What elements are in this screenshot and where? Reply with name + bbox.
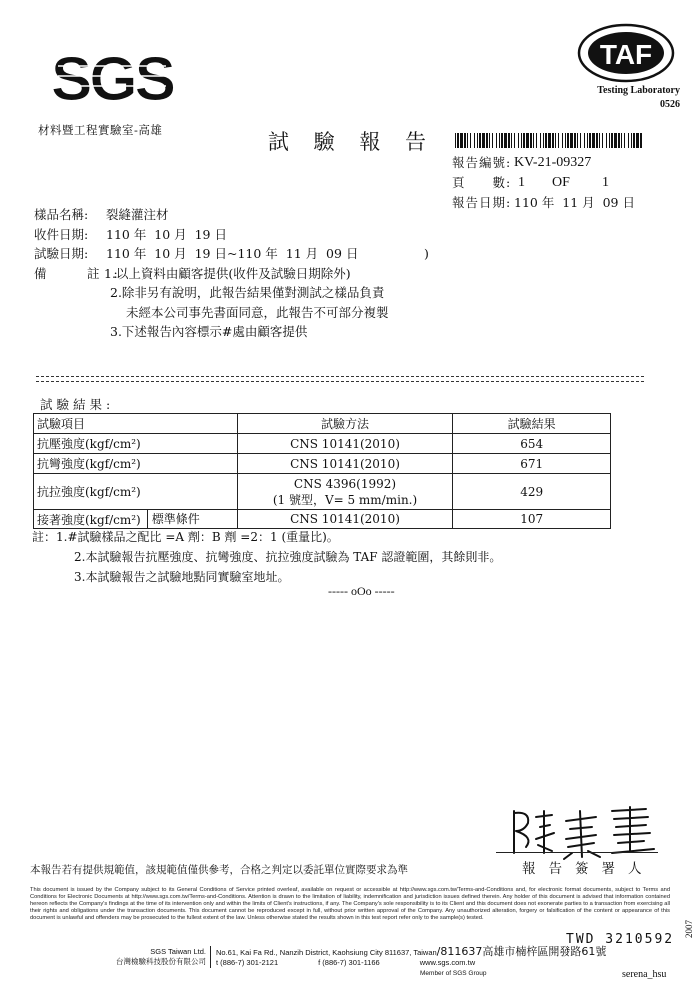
sample-name-label: 樣品名稱: [34, 207, 89, 222]
barcode-bar [455, 133, 456, 148]
phone-number: t (886-7) 301-2121 [216, 958, 279, 967]
sgs-logo [51, 38, 173, 114]
report-number-label: 報告編號: [452, 155, 512, 170]
signature-line [496, 852, 658, 853]
barcode-bar [611, 133, 613, 148]
sample-name: 裂縫灌注材 [106, 207, 169, 222]
column-header-item: 試驗項目 [34, 414, 238, 434]
page-current: 1 [518, 175, 525, 190]
test-date: 110 年 10 月 19 日~110 年 11 月 09 日 [106, 246, 359, 261]
remark-1: 1.以上資料由顧客提供(收件及試驗日期除外) [104, 265, 351, 281]
table-header-row [34, 414, 611, 434]
received-date-label: 收件日期: [34, 226, 89, 242]
barcode-bar [514, 133, 515, 148]
test-result-flexural: 671 [453, 454, 611, 474]
barcode-bar [460, 133, 463, 148]
barcode-bar [501, 133, 503, 148]
legal-fine-print: This document is issued by the Company subject to its General Conditions of Service printed overleaf, available on request or accessible at http://www.sgs.com.tw/Terms-and-Conditions and, for electronic format documents, subject to Terms and Conditions for Electronic Documents at http://www.sgs.com.tw/Terms-and-Conditions. Attention is drawn to the limitation of liability, indemnification and jurisdiction issues defined therein. Any holder of this document is advised that information contained hereon reflects the Company's findings at the time of its intervention only and within the limits of Client's instructions, if any. The Company's sole responsibility is to its Client and this document does not exonerate parties to a transaction from exercising all their rights and obligations under the transaction documents. This document cannot be reproduced except in full, without prior written approval of the Company. Any unauthorized alteration, forgery or falsification of the content or appearance of this document is unlawful and offenders may be prosecuted to the fullest extent of the law. Unless otherwise stated the results shown in this test report refer only to the sample(s) tested. [30, 887, 670, 921]
test-date-label: 試驗日期: [34, 246, 89, 261]
test-condition-bond: 標準條件 [147, 510, 200, 528]
test-method-flexural: CNS 10141(2010) [237, 454, 453, 474]
remark-2-line-1: 2.除非另有說明，此報告結果僅對測試之樣品負責 [110, 285, 385, 300]
test-method-tensile-condition: (1 號型，V= 5 mm/min.) [272, 492, 418, 507]
barcode-bar [574, 133, 576, 148]
report-date: 110 年 11 月 09 日 [514, 195, 635, 210]
page-title: 試 驗 報 告 [268, 130, 436, 154]
test-item-compressive: 抗壓強度(kgf/cm²) [34, 434, 238, 454]
end-of-report-mark: ----- oOo ----- [328, 584, 395, 598]
sample-info [34, 205, 429, 342]
barcode-bar [580, 133, 581, 148]
barcode-bar [558, 133, 559, 148]
test-method-tensile-standard: CNS 4396(1992) [293, 476, 397, 491]
barcode-bar [508, 133, 510, 148]
test-method-compressive: CNS 10141(2010) [237, 434, 453, 454]
taf-testing-laboratory: Testing Laboratory [597, 85, 680, 96]
barcode-bar [636, 133, 639, 148]
barcode-bar [479, 133, 481, 148]
barcode-bar [526, 133, 529, 148]
note-2: 2.本試驗報告抗壓強度、抗彎強度、抗拉強度試驗為 TAF 認證範圍，其餘則非。 [74, 550, 502, 564]
barcode-bar [530, 133, 532, 148]
test-method-tensile [237, 474, 453, 510]
report-meta [452, 153, 635, 213]
test-date-suffix: ) [424, 246, 429, 261]
test-item-flexural: 抗彎強度(kgf/cm²) [34, 454, 238, 474]
barcode-bar [570, 133, 573, 148]
barcode-bar [548, 133, 551, 148]
barcode-bar [499, 133, 500, 148]
report-number: KV-21-09327 [514, 155, 592, 170]
form-year: 2007 [684, 920, 694, 938]
page-count-label: 頁 數: [452, 175, 512, 190]
test-item-bond: 接著強度(kgf/cm²) [37, 512, 141, 527]
barcode-bar [640, 133, 642, 148]
contact-line [216, 958, 606, 968]
page-total: 1 [602, 175, 609, 190]
handler-id: serena_hsu [622, 969, 667, 980]
barcode-bar [543, 133, 544, 148]
received-date: 110 年 10 月 19 日 [106, 226, 227, 242]
barcode-bar [606, 133, 607, 148]
barcode-bar [504, 133, 507, 148]
company-name-en: SGS Taiwan Ltd. [150, 947, 206, 956]
report-number-row [452, 153, 635, 173]
barcode-bar [533, 133, 534, 148]
barcode-bar [492, 133, 493, 148]
test-method-bond: CNS 10141(2010) [237, 510, 453, 529]
taf-logo-text: TAF [599, 39, 653, 70]
test-result-compressive: 654 [453, 434, 611, 454]
notes [32, 527, 501, 587]
taf-logo [576, 22, 676, 84]
barcode-bar [486, 133, 488, 148]
table-row [34, 474, 611, 510]
remarks-label: 備 註: [34, 265, 132, 281]
report-date-label: 報告日期: [452, 195, 512, 210]
test-item-bond-cell [34, 510, 238, 529]
barcode-bar [587, 133, 588, 148]
results-table [33, 413, 611, 529]
barcode-bar [457, 133, 459, 148]
barcode [455, 133, 641, 148]
fax-number: f (886-7) 301-1166 [318, 958, 380, 967]
address-cn: /811637高雄市楠梓區開發路61號 [436, 945, 607, 958]
remark-3: 3.下述報告內容標示#處由顧客提供 [110, 324, 308, 339]
barcode-bar [589, 133, 591, 148]
barcode-bar [464, 133, 466, 148]
page-of: OF [552, 175, 570, 190]
report-date-row [452, 193, 635, 213]
address-en: No.61, Kai Fa Rd., Nanzih District, Kaohsiung City 811637, Taiwan [216, 948, 437, 957]
taf-accreditation [560, 84, 680, 112]
sample-name-row [34, 205, 429, 225]
barcode-bar [555, 133, 556, 148]
barcode-bar [562, 133, 563, 148]
table-row [34, 434, 611, 454]
test-item-tensile: 抗拉強度(kgf/cm²) [34, 474, 238, 510]
remark-row-1 [34, 264, 429, 284]
note-1: 註：1.#試驗樣品之配比 =A 劑：B 劑 =2：1 (重量比)。 [32, 530, 339, 544]
barcode-bar [540, 133, 541, 148]
barcode-bar [477, 133, 478, 148]
document-serial: TWD 3210592 [566, 932, 675, 947]
barcode-bar [511, 133, 512, 148]
double-dashed-divider [36, 376, 644, 382]
barcode-bar [545, 133, 547, 148]
barcode-bar [596, 133, 598, 148]
barcode-bar [482, 133, 485, 148]
barcode-bar [592, 133, 595, 148]
disclaimer-chinese: 本報告若有提供規範值，該規範值僅供參考，合格之判定以委託單位實際要求為準 [30, 864, 408, 876]
barcode-bar [577, 133, 578, 148]
barcode-bar [567, 133, 569, 148]
address-line [216, 947, 606, 958]
barcode-bar [467, 133, 468, 148]
barcode-bar [470, 133, 471, 148]
barcode-bar [602, 133, 603, 148]
test-result-bond: 107 [453, 510, 611, 529]
website-link[interactable]: www.sgs.com.tw [419, 958, 476, 967]
barcode-bar [618, 133, 620, 148]
barcode-bar [609, 133, 610, 148]
barcode-bar [584, 133, 585, 148]
barcode-bar [628, 133, 629, 148]
taf-lab-number: 0526 [660, 99, 680, 110]
barcode-bar [599, 133, 600, 148]
lab-name: 材料暨工程實驗室-高雄 [38, 123, 163, 137]
results-heading: 試驗結果: [40, 397, 115, 412]
footer-divider [210, 946, 211, 968]
barcode-bar [523, 133, 525, 148]
barcode-bar [552, 133, 554, 148]
company-name [86, 947, 206, 967]
barcode-bar [518, 133, 519, 148]
page-count-row [452, 173, 635, 193]
barcode-bar [624, 133, 625, 148]
test-date-row [34, 244, 429, 264]
barcode-bar [621, 133, 622, 148]
barcode-bar [474, 133, 475, 148]
barcode-bar [614, 133, 617, 148]
received-date-row [34, 225, 429, 245]
table-row [34, 454, 611, 474]
column-header-result: 試驗結果 [453, 414, 611, 434]
member-of-sgs-group: Member of SGS Group [420, 970, 487, 977]
barcode-bar [489, 133, 490, 148]
note-3: 3.本試驗報告之試驗地點同實驗室地址。 [74, 570, 290, 584]
test-result-tensile: 429 [453, 474, 611, 510]
handwritten-signature [500, 803, 660, 859]
barcode-bar [565, 133, 566, 148]
sgs-logo-text: SGS [51, 45, 173, 114]
column-header-method: 試驗方法 [237, 414, 453, 434]
barcode-bar [521, 133, 522, 148]
barcode-bar [633, 133, 635, 148]
signatory-label: 報告簽署人 [522, 861, 655, 877]
table-row [34, 510, 611, 529]
barcode-bar [536, 133, 537, 148]
barcode-bar [496, 133, 497, 148]
remark-2-line-2: 未經本公司事先書面同意，此報告不可部分複製 [126, 304, 389, 320]
company-address [216, 947, 606, 968]
company-name-cn: 台灣檢驗科技股份有限公司 [116, 957, 206, 966]
barcode-bar [631, 133, 632, 148]
